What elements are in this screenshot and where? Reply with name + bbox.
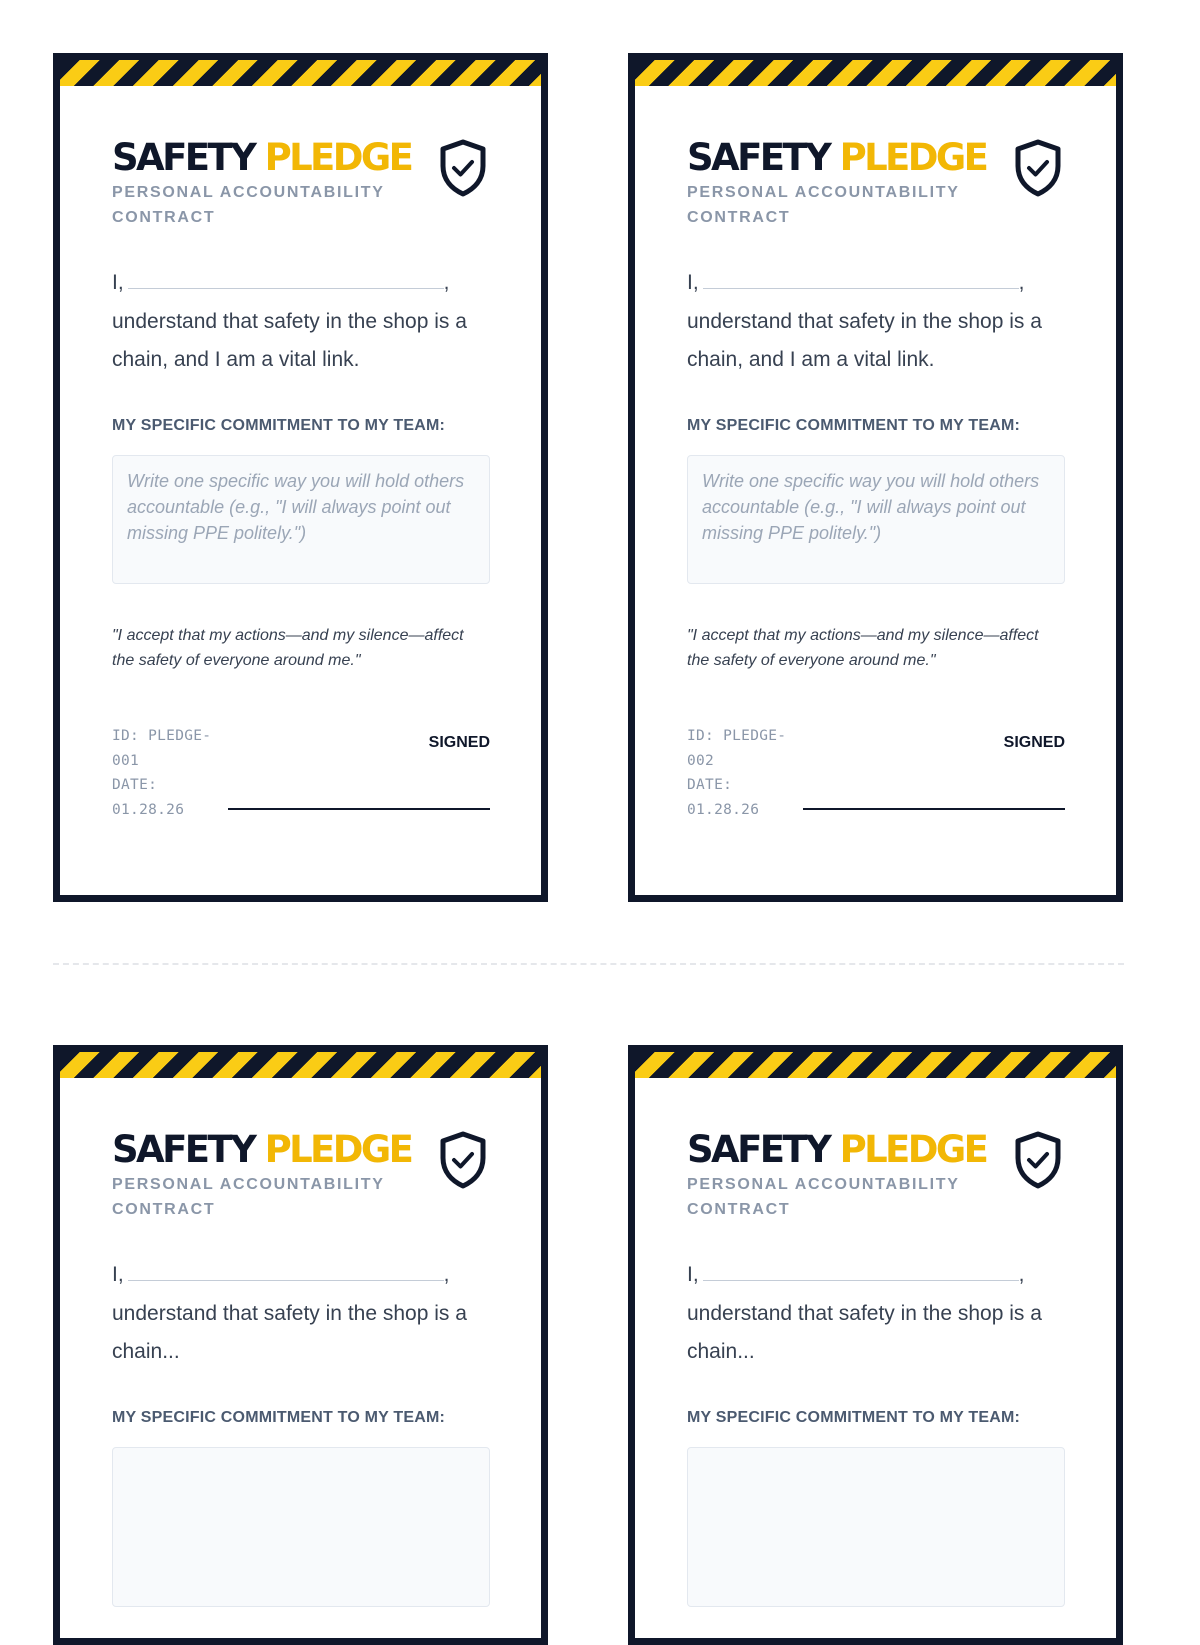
- pledge-subtitle: PERSONAL ACCOUNTABILITY CONTRACT: [112, 1176, 385, 1218]
- i-suffix: ,: [1018, 271, 1025, 294]
- commitment-field[interactable]: Write one specific way you will hold others accountable (e.g., "I will always point out missing PPE politely."): [112, 455, 490, 584]
- pledge-quote: "I accept that my actions—and my silence—affect the safety of everyone around me.": [687, 627, 1039, 669]
- i-suffix: ,: [443, 1263, 450, 1286]
- pledge-meta: [112, 724, 232, 822]
- shield-check-icon: [1012, 138, 1064, 198]
- pledge-subtitle: PERSONAL ACCOUNTABILITY CONTRACT: [112, 184, 385, 226]
- name-blank-field[interactable]: [128, 1260, 444, 1281]
- commitment-field[interactable]: [687, 1447, 1065, 1607]
- name-line: [112, 268, 490, 296]
- card-header: [112, 1130, 490, 1222]
- card-footer: [112, 724, 490, 824]
- pledge-meta: [687, 724, 807, 822]
- i-prefix: I,: [687, 271, 699, 294]
- title-safety: SAFETY: [687, 1128, 830, 1171]
- pledge-card: [628, 1045, 1123, 1645]
- title-pledge: PLEDGE: [264, 1128, 412, 1171]
- pledge-date: DATE: 01.28.26: [112, 777, 185, 818]
- title-pledge: PLEDGE: [839, 1128, 987, 1171]
- commitment-label: MY SPECIFIC COMMITMENT TO MY TEAM:: [112, 417, 446, 434]
- card-body: [635, 1130, 1116, 1607]
- signature-line[interactable]: [228, 808, 490, 810]
- i-prefix: I,: [112, 1263, 124, 1286]
- title-safety: SAFETY: [112, 136, 255, 179]
- hazard-stripe: [635, 1052, 1116, 1078]
- title-pledge: PLEDGE: [839, 136, 987, 179]
- pledge-card: [53, 1045, 548, 1645]
- pledge-subtitle: PERSONAL ACCOUNTABILITY CONTRACT: [687, 184, 960, 226]
- pledge-statement: understand that safety in the shop is a chain, and I am a vital link.: [112, 310, 467, 371]
- pledge-title: [112, 138, 490, 178]
- commitment-label: MY SPECIFIC COMMITMENT TO MY TEAM:: [112, 1409, 446, 1426]
- commitment-field[interactable]: [112, 1447, 490, 1607]
- signature-line[interactable]: [803, 808, 1065, 810]
- shield-check-icon: [1012, 1130, 1064, 1190]
- i-suffix: ,: [443, 271, 450, 294]
- shield-check-icon: [437, 1130, 489, 1190]
- name-line: [687, 268, 1065, 296]
- pledge-title: [112, 1130, 490, 1170]
- pledge-title: [687, 1130, 1065, 1170]
- hazard-stripe: [60, 60, 541, 86]
- commitment-label: MY SPECIFIC COMMITMENT TO MY TEAM:: [687, 1409, 1021, 1426]
- card-header: [112, 138, 490, 230]
- cut-line-divider: [53, 963, 1124, 965]
- name-line: [112, 1260, 490, 1288]
- pledge-statement: understand that safety in the shop is a chain, and I am a vital link.: [687, 310, 1042, 371]
- hazard-stripe: [60, 1052, 541, 1078]
- pledge-card: [628, 53, 1123, 902]
- i-prefix: I,: [687, 1263, 699, 1286]
- name-blank-field[interactable]: [703, 268, 1019, 289]
- commitment-field[interactable]: Write one specific way you will hold others accountable (e.g., "I will always point out missing PPE politely."): [687, 455, 1065, 584]
- title-pledge: PLEDGE: [264, 136, 412, 179]
- pledge-id: ID: PLEDGE-001: [112, 728, 212, 769]
- card-header: [687, 1130, 1065, 1222]
- signed-label: SIGNED: [428, 734, 490, 751]
- pledge-subtitle: PERSONAL ACCOUNTABILITY CONTRACT: [687, 1176, 960, 1218]
- name-blank-field[interactable]: [128, 268, 444, 289]
- pledge-card: [53, 53, 548, 902]
- hazard-stripe: [635, 60, 1116, 86]
- pledge-title: [687, 138, 1065, 178]
- pledge-date: DATE: 01.28.26: [687, 777, 760, 818]
- commitment-label: MY SPECIFIC COMMITMENT TO MY TEAM:: [687, 417, 1021, 434]
- pledge-statement: understand that safety in the shop is a chain...: [687, 1302, 1042, 1363]
- card-body: [635, 138, 1116, 824]
- card-body: [60, 138, 541, 824]
- pledge-quote: "I accept that my actions—and my silence—affect the safety of everyone around me.": [112, 627, 464, 669]
- name-blank-field[interactable]: [703, 1260, 1019, 1281]
- name-line: [687, 1260, 1065, 1288]
- i-suffix: ,: [1018, 1263, 1025, 1286]
- card-header: [687, 138, 1065, 230]
- shield-check-icon: [437, 138, 489, 198]
- signed-label: SIGNED: [1003, 734, 1065, 751]
- card-body: [60, 1130, 541, 1607]
- i-prefix: I,: [112, 271, 124, 294]
- title-safety: SAFETY: [687, 136, 830, 179]
- pledge-id: ID: PLEDGE-002: [687, 728, 787, 769]
- pledge-statement: understand that safety in the shop is a chain...: [112, 1302, 467, 1363]
- title-safety: SAFETY: [112, 1128, 255, 1171]
- card-footer: [687, 724, 1065, 824]
